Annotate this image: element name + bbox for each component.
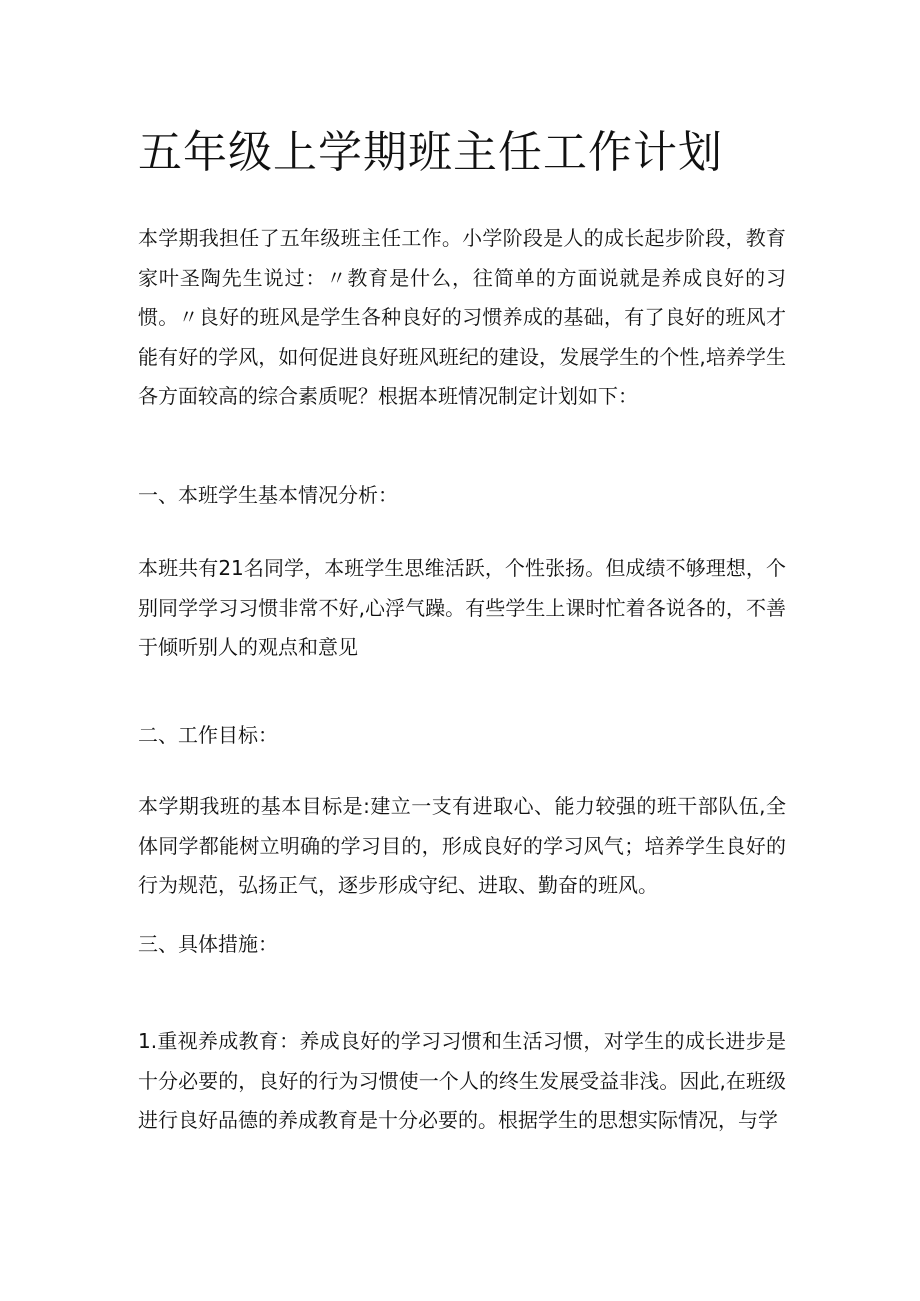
- section-body-situation: 本班共有21名同学，本班学生思维活跃，个性张扬。但成绩不够理想，个别同学学习习惯非常不好,心浮气躁。有些学生上课时忙着各说各的，不善于倾听别人的观点和意见: [138, 556, 786, 659]
- section-heading-goals: 二、工作目标：: [138, 723, 278, 747]
- section-heading-situation: 一、本班学生基本情况分析：: [138, 483, 398, 507]
- document-title: 五年级上学期班主任工作计划: [138, 127, 723, 178]
- measure-item-1: 1.重视养成教育：养成良好的学习习惯和生活习惯，对学生的成长进步是十分必要的，良好的行为习惯使一个人的终生发展受益非浅。因此,在班级进行良好品德的养成教育是十分必要的。根据学生的思想实际情况，与学: [138, 1029, 786, 1132]
- intro-paragraph: 本学期我担任了五年级班主任工作。小学阶段是人的成长起步阶段，教育家叶圣陶先生说过：〃教育是什么，往简单的方面说就是养成良好的习惯。〃良好的班风是学生各种良好的习惯养成的基础，有了良好的班风才能有好的学风，如何促进良好班风班纪的建设，发展学生的个性,培养学生各方面较高的综合素质呢？根据本班情况制定计划如下：: [138, 226, 786, 408]
- section-heading-measures: 三、具体措施：: [138, 932, 278, 956]
- section-body-goals: 本学期我班的基本目标是:建立一支有进取心、能力较强的班干部队伍,全体同学都能树立明确的学习目的，形成良好的学习风气；培养学生良好的行为规范，弘扬正气，逐步形成守纪、进取、勤奋的班风。: [138, 794, 786, 897]
